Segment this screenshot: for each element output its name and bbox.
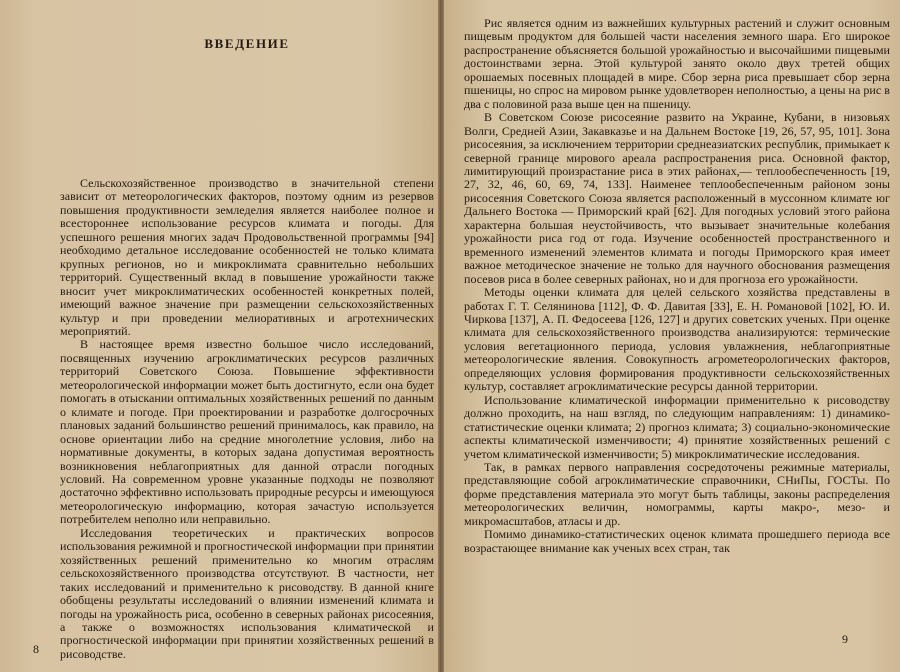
right-page-body bbox=[464, 17, 890, 555]
left-page-body bbox=[60, 177, 434, 661]
paragraph: Так, в рамках первого направления сосредоточены режимные материалы, представляющие собой агроклиматические справочники, СНиПы, ГОСТы. По форме представления материала это могут быть таблицы, законы распределения метеорологических величин, номограммы, карты макро-, мезо- и микромасштабов, атласы и др. bbox=[464, 459, 890, 528]
page-number: 8 bbox=[33, 642, 39, 656]
paragraph: Сельскохозяйственное производство в значительной степени зависит от метеорологических факторов, поэтому одним из резервов повышения продуктивности земледелия является наиболее полное и всестороннее использование ресурсов климата и погоды. Для успешного решения многих задач Продовольственной программы [94] необходимо детальное исследование особенностей не только климата крупных регионов, но и микроклимата сравнительно небольших территорий. Существенный вклад в повышение урожайности также вносит учет микроклиматических особенностей конкретных полей, имеющий важное значение при размещении сельскохозяйственных культур и при проведении мелиоративных и агротехнических мероприятий. bbox=[60, 176, 434, 338]
left-page bbox=[0, 0, 438, 672]
paragraph: В настоящее время известно большое число исследований, посвященных изучению агроклиматических ресурсов различных территорий Советского Союза. Повышение эффективности метеорологической информации может быть достигнуто, если она будет помогать в отыскании оптимальных хозяйственных решений по данным о климате и погоде. При проектировании и разработке долгосрочных плановых заданий большинство решений принималось, как правило, на основе ориентации либо на средние многолетние условия, либо на нормативные документы, в которых задана допустимая вероятность возникновения неблагоприятных для данной отрасли погодных условий. На современном уровне указанные подходы не позволяют достаточно эффективно использовать природные ресурсы и имеющуюся метеорологическую информацию, которая зачастую используется потребителем неполно или неправильно. bbox=[60, 337, 434, 527]
chapter-title: ВВЕДЕНИЕ bbox=[204, 36, 290, 51]
paragraph: Рис является одним из важнейших культурных растений и служит основным пищевым продуктом для большей части населения земного шара. Его широкое распространение объясняется большой урожайностью и высочайшими пищевыми достоинствами зерна. Этой культурой занято около двух третей общих орошаемых посевных площадей в мире. Сбор зерна риса превышает сбор зерна пшеницы, но спрос на мировом рынке удовлетворен неполностью, а цены на рис в два с половиной раза выше цен на пшеницу. bbox=[464, 16, 890, 111]
page-number: 9 bbox=[842, 632, 848, 646]
paragraph: В Советском Союзе рисосеяние развито на Украине, Кубани, в низовьях Волги, Средней Азии, Закавказье и на Дальнем Востоке [19, 26, 57, 95, 101]. Зона рисосеяния, за исключением территории среднеазиатских республик, примыкает к северной границе мирового ареала распространения риса. Основной фактор, лимитирующий произрастание риса в этих районах,— теплообеспеченность [19, 27, 32, 46, 60, 69, 74, 133]. Наименее теплообеспеченным районом зоны рисосеяния Советского Союза является расположенный в муссонном климате юг Дальнего Востока — Приморский край [62]. Для погодных условий этого района характерна большая неустойчивость, что вызывает значительные колебания урожайности риса год от года. Изучение особенностей пространственного и временного изменений элементов климата и погоды Приморского края имеет важное методическое значение не только для научного обоснования размещения посевов риса в более северных районах, но и для прогноза его урожайности. bbox=[464, 110, 890, 286]
paragraph: Помимо динамико-статистических оценок климата прошедшего периода все возрастающее внимание как ученых всех стран, так bbox=[464, 527, 890, 555]
paragraph: Исследования теоретических и практических вопросов использования режимной и прогностической информации при принятии хозяйственных решений применительно ко многим отраслям сельскохозяйственного производства отсутствуют. В частности, нет таких исследований и применительно к рисоводству. В данной книге обобщены результаты исследований о влиянии изменений климата и погоды на урожайность риса, особенно в северных районах рисосеяния, а также о возможностях использования климатической и прогностической информации при принятии хозяйственных решений в рисоводстве. bbox=[60, 525, 434, 661]
paragraph: Использование климатической информации применительно к рисоводству должно проходить, на наш взгляд, по следующим направлениям: 1) динамико-статистические оценки климата; 2) прогноз климата; 3) социально-экономические аспекты климатической изменчивости; 4) принятие хозяйственных решений с учетом климатической изменчивости; 5) микроклиматические исследования. bbox=[464, 392, 890, 461]
right-page bbox=[444, 0, 900, 672]
paragraph: Методы оценки климата для целей сельского хозяйства представлены в работах Г. Т. Селянинова [112], Ф. Ф. Давитая [33], Е. Н. Романовой [102], Ю. И. Чиркова [137], А. П. Федосеева [126, 127] и других советских ученых. При оценке климата для сельскохозяйственного производства анализируются: термические условия вегетационного периода, условия увлажнения, неблагоприятные метеорологические явления. Совокупность агрометеорологических факторов, определяющих условия формирования продуктивности сельскохозяйственных культур, составляет агроклиматические ресурсы данной территории. bbox=[464, 285, 890, 394]
